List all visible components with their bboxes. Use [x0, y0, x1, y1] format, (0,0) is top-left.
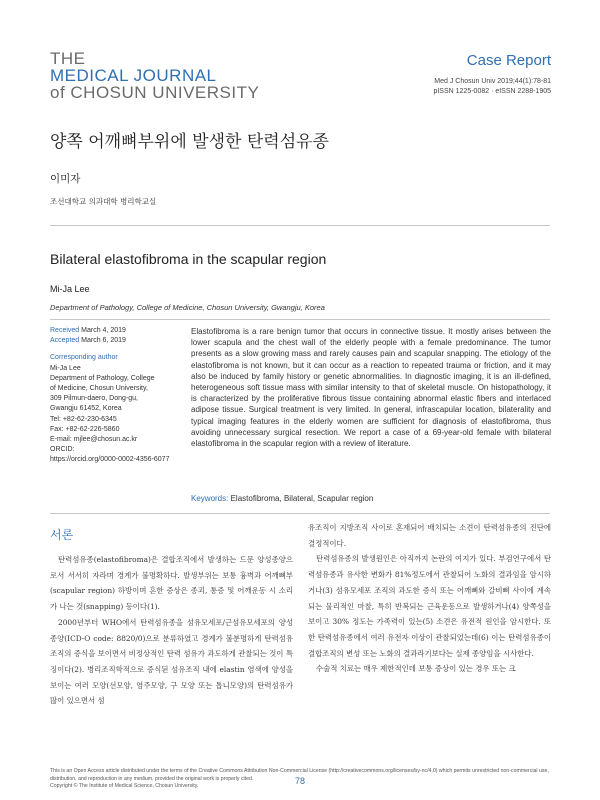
email-line[interactable]: E-mail: mjlee@chosun.ac.kr	[50, 436, 138, 444]
english-title: Bilateral elastofibroma in the scapular region	[50, 251, 327, 267]
korean-author: 이미자	[50, 173, 81, 185]
accepted-label: Accepted	[50, 337, 80, 345]
copyright-text: Copyright © The Institute of Medical Science, Chosun University.	[50, 783, 199, 789]
english-author: Mi-Ja Lee	[50, 284, 90, 294]
orcid-link[interactable]: https://orcid.org/0000-0002-4356-6077	[50, 456, 170, 464]
corresponding-line: of Medicine, Chosun University,	[50, 385, 148, 393]
accepted-date: March 6, 2019	[81, 337, 126, 345]
journal-name-line-2: MEDICAL JOURNAL	[50, 66, 217, 85]
divider	[50, 513, 550, 514]
received-label: Received	[50, 327, 80, 334]
issn-line: pISSN 1225-0082 · eISSN 2288-1905	[433, 88, 551, 95]
body-paragraph: 2000년부터 WHO에서 탄력섬유종을 섬유모세포/근섬유모세포의 양성종양(ICD-O code: 8820/0)으로 분류하였고 경계가 불분명하게 탄력섬유조직의 증식을 보이면서 비정상적인 탄력 섬유가 과도하게 관찰되는 것이 특징이다(2). 병리조직학적으로 증식된 섬유조직 내에 elastin 염색에 양성을 보이는 여러 모양(선모양, 염주모양, 구 모양 또는 톱니모양)의 탄력섬유가 많이 있으면서 섬	[50, 617, 293, 706]
received-date: March 4, 2019	[81, 327, 126, 334]
citation-line: Med J Chosun Univ 2019;44(1):78-81	[434, 78, 551, 85]
section-heading: 서론	[50, 528, 74, 542]
journal-name-line-1: THE	[50, 49, 86, 68]
spacer	[50, 346, 180, 353]
body-paragraph: 탄력섬유종의 발생원인은 아직까지 논란의 여지가 있다. 부검연구에서 탄력섬유종과 유사한 변화가 81%정도에서 관찰되어 노화의 결과임을 암시하거나(3) 섬유모세포 조직의 과도한 증식 또는 어깨뼈와 갈비뼈 사이에 계속되는 물리적인 마찰, 특히 반복되는 근육운동으로 발생하거나(4) 양쪽성을 보이고 30% 정도는 가족력이 있는(5) 소견은 유전적 원인을 암시한다. 또한 탄력섬유종에서 여러 유전자 이상이 관찰되었는데(6) 이는 탄력섬유종이 결합조직의 변성 또는 노화의 결과라기보다는 실제 종양임을 시사한다.	[308, 554, 551, 658]
corresponding-label: Corresponding author	[50, 354, 118, 362]
keywords-line	[191, 494, 373, 503]
body-column-left	[50, 552, 293, 709]
corresponding-line: Fax: +82-62-226-5860	[50, 425, 120, 433]
corresponding-line: Mi-Ja Lee	[50, 364, 81, 372]
corresponding-line: Tel: +82-62-230-6345	[50, 415, 117, 423]
corresponding-line: 309 Pilmun-daero, Dong-gu,	[50, 395, 138, 403]
journal-logo	[50, 50, 310, 101]
corresponding-line: ORCID:	[50, 446, 75, 454]
divider	[50, 225, 550, 226]
license-text: This is an Open Access article distributed under the terms of the Creative Commons Attribution Non-Commercial License (http://creativecommons.org/licenses/by-nc/4.0) which permits unrestricted non-commercial use, distribution, and reproduction in any medium, provided the original work is properly cited.	[50, 768, 549, 782]
keywords-value: Elastofibroma, Bilateral, Scapular region	[230, 494, 374, 503]
article-type: Case Report	[466, 52, 551, 69]
article-info	[50, 326, 180, 466]
english-affiliation: Department of Pathology, College of Medicine, Chosun University, Gwangju, Korea	[50, 303, 325, 312]
body-column-right	[308, 520, 551, 677]
journal-name-line-3: of CHOSUN UNIVERSITY	[50, 83, 260, 102]
body-paragraph: 수술적 치료는 매우 제한적인데 보통 증상이 있는 경우 또는 크	[316, 664, 516, 674]
keywords-label: Keywords:	[191, 494, 229, 503]
korean-title: 양쪽 어깨뼈부위에 발생한 탄력섬유종	[50, 132, 329, 152]
body-paragraph: 탄력섬유종(elastofibroma)은 결합조직에서 발생하는 드문 양성종양으로서 서서히 자라며 경계가 불명확하다. 발생부위는 보통 흉벽과 어깨뼈부(scapular region) 하방이며 흔한 증상은 종괴, 통증 및 어깨운동 시 소리가 나는 것(snapping) 등이다(1).	[50, 555, 293, 612]
korean-affiliation: 조선대학교 의과대학 병리학교실	[50, 197, 157, 206]
received-line	[50, 326, 180, 336]
corresponding-line: Department of Pathology, College	[50, 374, 155, 382]
body-paragraph: 유조직이 지방조직 사이로 혼재되어 배치되는 소견이 탄력섬유종의 진단에 결정적이다.	[308, 523, 551, 548]
abstract-text: Elastofibroma is a rare benign tumor that occurs in connective tissue. It mostly arises between the lower scapula and the chest wall of the elderly people with a female predominance. The tumor presents as a slow growing mass and rarely causes pain and scapular snapping. The etiology of the elastofibroma is not known, but it can occur as a reaction to repeated trauma or friction, and it may also be induced by family history or genetic abnormalities. In diagnostic imaging, it is an ill-defined, heterogeneous soft tissue mass with similar intensity to that of skeletal muscle. On histopathology, it is characterized by the proliferative fibrous tissue containing abnormal elastic fibers and interlaced adipose tissue. Surgical treatment is very limited. In general, infrascapular location, bilaterality and typical imaging features in the elderly women are sufficient for diagnosis of elastofibroma, thus avoiding unnecessary surgical resection. We report a case of a 69-year-old female with bilateral elastofibroma in the scapular region with a review of literature.	[191, 327, 551, 449]
citation-block	[433, 77, 551, 97]
divider	[50, 319, 550, 320]
corresponding-line: Gwangju 61452, Korea	[50, 405, 122, 413]
page-number: 78	[294, 776, 305, 786]
accepted-line	[50, 336, 180, 346]
